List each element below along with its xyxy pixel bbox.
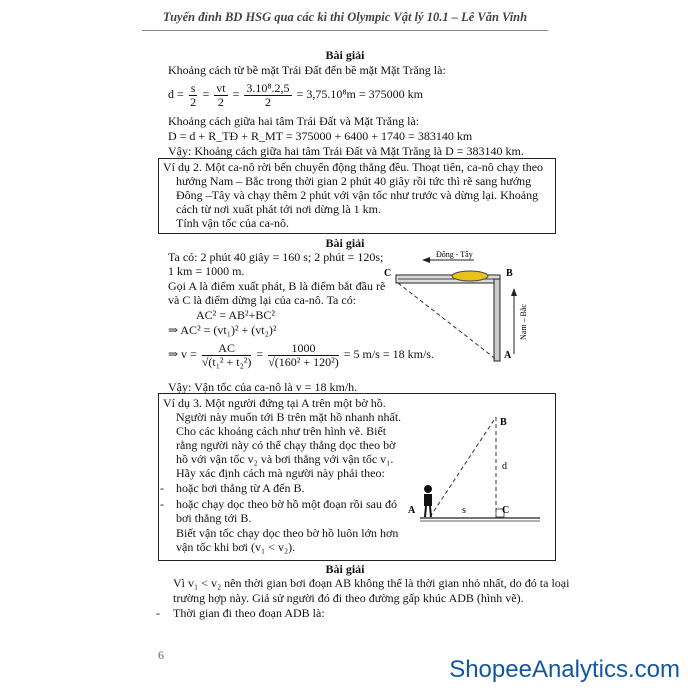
s1-frac-2	[214, 82, 227, 109]
s2-frac-1-den: √(t₁² + t₂²)	[201, 354, 252, 369]
ex3-line-1: Ví dụ 3. Một người đứng tại A trên một bờ hồ.	[163, 396, 386, 410]
ex3-bullet-1: -	[160, 481, 164, 495]
s2-frac-1-num: AC	[202, 342, 252, 356]
s1-frac-1	[189, 82, 198, 109]
ex2-line-1: Ví dụ 2. Một ca-nô rời bến chuyển động thẳng đều. Thoạt tiên, ca-nô chạy theo	[163, 160, 544, 174]
watermark: ShopeeAnalytics.com	[449, 656, 680, 683]
ex3-line-5: hồ với vận tốc v₂ và bơi thẳng với vận tốc v₁.	[176, 452, 394, 466]
figure-boat-path	[378, 248, 538, 368]
boat-icon	[452, 271, 488, 281]
page-number: 6	[158, 648, 164, 662]
person-body-icon	[424, 494, 432, 506]
s1-frac-2-den: 2	[217, 94, 224, 109]
person-leg-right	[430, 506, 431, 517]
ex2-line-2: hướng Nam – Bắc trong thời gian 2 phút 40 giây rồi tức thì rẽ sang hướng	[176, 174, 532, 188]
s2-eq-lhs: ⇒ v =	[168, 347, 197, 361]
ex3-line-6: Hãy xác định cách mà người này phải theo:	[176, 466, 385, 480]
s3-bullet: -	[156, 606, 160, 620]
s1-line-1: Khoảng cách từ bề mặt Trái Đất đến bề mặt Mặt Trăng là:	[168, 63, 446, 77]
s1-frac-2-num: vt	[216, 80, 226, 95]
s2-line-6: ⇒ AC² = (vt₁)² + (vt₂)²	[168, 323, 277, 337]
s3-line-3: Thời gian đi theo đoạn ADB là:	[173, 606, 325, 620]
ex3-line-2: Người này muốn tới B trên mặt hồ nhanh nhất.	[176, 410, 402, 424]
s1-frac-1-den: 2	[190, 94, 197, 109]
s1-frac-3	[244, 82, 291, 109]
solution-heading-2: Bài giải	[325, 236, 365, 250]
ex2-line-3: Đông –Tây và chạy thêm 2 phút với vận tốc như trước và dừng lại. Khoảng	[176, 188, 539, 202]
ex3-line-4: rằng người này có thể chạy thẳng dọc theo bờ	[176, 438, 396, 452]
fig2-label-b: B	[500, 417, 507, 428]
ex3-line-9: bơi thẳng tới B.	[176, 511, 252, 525]
figure-lake	[400, 405, 550, 525]
person-leg-left	[425, 506, 426, 517]
ex3-line-11: vận tốc khi bơi (v₁ < v₂).	[176, 540, 296, 554]
s2-conclusion: Vậy: Vận tốc của ca-nô là v = 18 km/h.	[168, 380, 358, 394]
s2-line-5: AC² = AB²+BC²	[196, 308, 276, 322]
s3-line-2: trường hợp này. Giả sử người đó đi theo đường gấp khúc ADB (hình vẽ).	[173, 591, 524, 605]
ex3-line-10: Biết vận tốc chạy dọc theo bờ hồ luôn lớn hơn	[176, 526, 399, 540]
ex2-line-5: Tính vận tốc của ca-nô.	[176, 216, 289, 230]
s1-frac-1-num: s	[190, 80, 196, 95]
ex3-bullet-2: -	[160, 497, 164, 511]
s1-frac-3-num: 3.10⁸.2,5	[246, 80, 290, 95]
fig1-diagonal-ac	[398, 283, 497, 360]
person-head-icon	[424, 485, 432, 493]
s2-line-1: Ta có: 2 phút 40 giây = 160 s; 2 phút = 120s;	[168, 250, 384, 264]
s1-equation	[168, 80, 423, 109]
ex3-line-8: hoặc chạy dọc theo bờ hồ một đoạn rồi sau đó	[176, 497, 397, 511]
s3-line-1: Vì v₁ < v₂ nên thời gian bơi đoạn AB không thể là thời gian nhỏ nhất, do đó ta loại	[173, 576, 570, 590]
fig2-label-a: A	[408, 505, 416, 516]
ex3-line-7: hoặc bơi thẳng từ A đến B.	[176, 481, 305, 495]
ex2-line-4: cách từ nơi xuất phát tới nơi dừng là 1 km.	[176, 202, 382, 216]
s1-line-5: Vậy: Khoảng cách giữa hai tâm Trái Đất và Mặt Trăng là D = 383140 km.	[168, 144, 524, 158]
s2-line-4: và C là điểm dừng lại của ca-nô. Ta có:	[168, 293, 357, 307]
s1-eq-eq: =	[202, 87, 210, 101]
ex3-line-3: Cho các khoảng cách như trên hình vẽ. Biết	[176, 424, 387, 438]
fig1-side-label: Nam – Bắc	[519, 304, 528, 340]
fig1-side-arrow-head	[511, 288, 517, 296]
s2-eq-rhs: = 5 m/s = 18 km/s.	[343, 347, 434, 361]
s2-frac-2	[268, 342, 339, 369]
fig2-label-s: s	[462, 505, 466, 516]
fig1-label-b: B	[506, 268, 513, 279]
s2-line-3: Gọi A là điểm xuất phát, B là điểm bắt đầu rẽ	[168, 279, 386, 293]
fig2-label-d: d	[502, 461, 507, 472]
s1-eq-eq2: =	[232, 87, 240, 101]
header-rule	[142, 30, 548, 31]
fig2-line-ab	[430, 417, 496, 517]
s2-line-2: 1 km = 1000 m.	[168, 264, 245, 278]
s1-eq-rhs: = 3,75.10⁸m = 375000 km	[296, 87, 423, 101]
s1-eq-lhs: d =	[168, 87, 184, 101]
fig1-label-a: A	[504, 350, 512, 361]
fig1-arrow-label: Đông - Tây	[436, 250, 473, 259]
page-header: Tuyển đỉnh BD HSG qua các kì thi Olympic Vật lý 10.1 – Lê Văn Vinh	[162, 10, 528, 24]
fig2-label-c: C	[502, 505, 510, 516]
solution-heading-3: Bài giải	[325, 562, 365, 576]
s2-frac-2-den: √(160² + 120²)	[268, 354, 339, 369]
s1-line-4: D = d + R_TĐ + R_MT = 375000 + 6400 + 1740 = 383140 km	[168, 129, 473, 143]
fig1-arrow-head	[422, 257, 430, 263]
s2-frac-2-num: 1000	[268, 342, 339, 356]
s1-line-3: Khoảng cách giữa hai tâm Trái Đất và Mặt Trăng là:	[168, 114, 420, 128]
solution-heading-1: Bài giải	[325, 48, 365, 62]
fig1-label-c: C	[384, 268, 392, 279]
s1-frac-3-den: 2	[264, 94, 271, 109]
fig1-right-bar	[494, 279, 500, 361]
s2-frac-1	[202, 342, 252, 369]
s2-eq-eq: =	[256, 347, 264, 361]
